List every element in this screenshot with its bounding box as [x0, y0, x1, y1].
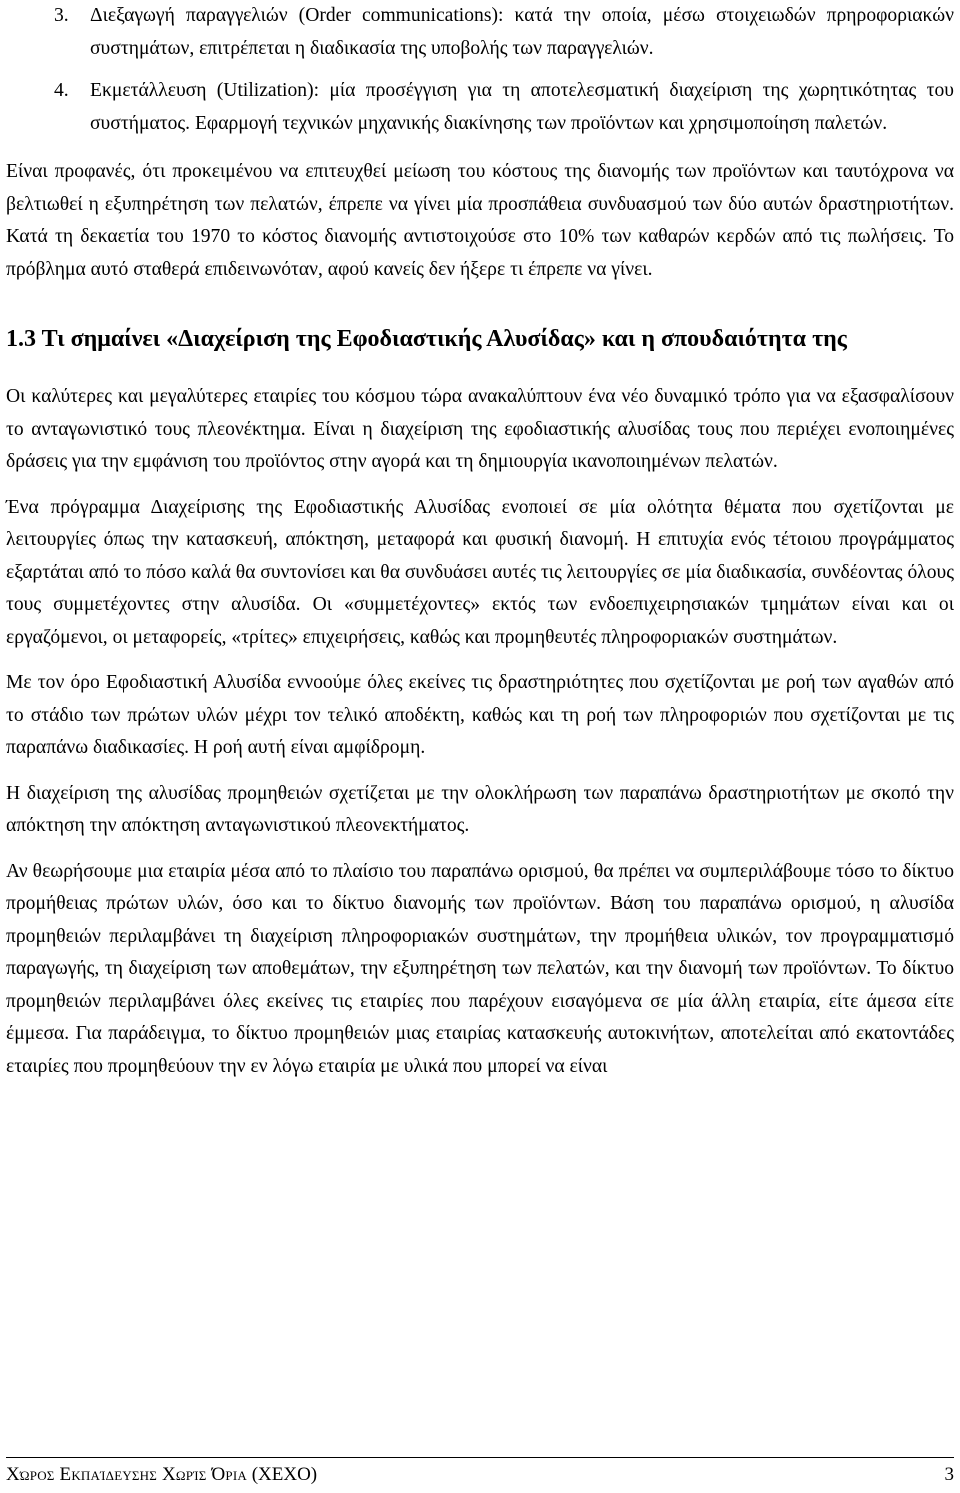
footer-title: Χώρος Εκπαίδευσης Χωρίς Όρια: [6, 1464, 247, 1485]
footer-divider: [6, 1457, 954, 1458]
list-item: [6, 75, 954, 140]
list-item-text: Διεξαγωγή παραγγελιών (Order communications): κατά την οποία, μέσω στοιχειωδών πρηροφοριακών συστημάτων, επιτρέπεται η διαδικασία της υποβολής των παραγγελιών.: [90, 5, 954, 59]
paragraph-distribution-cost: Είναι προφανές, ότι προκειμένου να επιτευχθεί μείωση του κόστους της διανομής των προϊόντων και ταυτόχρονα να βελτιωθεί η εξυπηρέτηση των πελατών, έπρεπε να γίνει μία προσπάθεια συνδυασμού των δύο αυτών δραστηριοτήτων. Κατά τη δεκαετία του 1970 το κόστος διανομής αντιστοιχούσε στο 10% των καθαρών κερδών από τις πωλήσεις. Το πρόβλημα αυτό σταθερά επιδεινωνόταν, αφού κανείς δεν ήξερε τι έπρεπε να γίνει.: [6, 161, 954, 280]
section-heading: 1.3 Τι σημαίνει «Διαχείριση της Εφοδιαστικής Αλυσίδας» και η σπουδαιότητα της: [6, 326, 847, 352]
footer-abbreviation: (ΧΕΧΟ): [251, 1464, 318, 1485]
paragraph-definition: Με τον όρο Εφοδιαστική Αλυσίδα εννοούμε όλες εκείνες τις δραστηριότητες που σχετίζονται με ροή των αγαθών από το στάδιο των πρώτων υλών μέχρι τον τελικό αποδέκτη, καθώς και τη ροή των πληροφοριών που σχετίζονται με τις παραπάνω διαδικασίες. Η ροή αυτή είναι αμφίδρομη.: [6, 672, 954, 758]
paragraph-management: Η διαχείριση της αλυσίδας προμηθειών σχετίζεται με την ολοκλήρωση των παραπάνω δραστηριοτήτων με σκοπό την απόκτηση την απόκτηση ανταγωνιστικού πλεονεκτήματος.: [6, 782, 954, 836]
document-page: [6, 0, 954, 1083]
list-item-number: 4.: [54, 80, 69, 101]
list-item-text: Εκμετάλλευση (Utilization): μία προσέγγιση για τη αποτελεσματική διαχείριση της χωρητικότητας του συστήματος. Εφαρμογή τεχνικών μηχανικής διακίνησης των προϊόντων και χρησιμοποίηση παλετών.: [90, 80, 954, 134]
paragraph-companies: Οι καλύτερες και μεγαλύτερες εταιρίες του κόσμου τώρα ανακαλύπτουν ένα νέο δυναμικό τρόπο για να εξασφαλίσουν το ανταγωνιστικό τους πλεονέκτημα. Είναι η διαχείριση της εφοδιαστικής αλυσίδας τους που περιέχει ενοποιημένες δράσεις για την εμφάνιση του προϊόντος στην αγορά και τη δημιουργία ικανοποιημένων πελατών.: [6, 386, 954, 472]
list-item: [6, 0, 954, 65]
numbered-list: [6, 0, 954, 140]
footer-label: [6, 1462, 317, 1488]
page-footer: [6, 1462, 954, 1488]
paragraph-program: Ένα πρόγραμμα Διαχείρισης της Εφοδιαστικής Αλυσίδας ενοποιεί σε μία ολότητα θέματα που σχετίζονται με λειτουργίες όπως την κατασκευή, απόκτηση, μεταφορά και φυσική διανομή. Η επιτυχία ενός τέτοιου προγράμματος εξαρτάται από το πόσο καλά θα συντονίσει και θα συνδυάσει αυτές τις λειτουργίες σε μία διαδικασία, συνδέοντας όλους τους συμμετέχοντες στην αλυσίδα. Οι «συμμετέχοντες» εκτός των ενδοεπιχειρησιακών τμημάτων είναι και οι εργαζόμενοι, οι μεταφορείς, «τρίτες» επιχειρήσεις, καθώς και προμηθευτές πληροφοριακών συστημάτων.: [6, 496, 954, 648]
paragraph-network: Αν θεωρήσουμε μια εταιρία μέσα από το πλαίσιο του παραπάνω ορισμού, θα πρέπει να συμπεριλάβουμε τόσο το δίκτυο προμήθειας πρώτων υλών, όσο και το δίκτυο διανομής των προϊόντων. Βάση του παραπάνω ορισμού, η αλυσίδα προμηθειών περιλαμβάνει τη διαχείριση πληροφοριακών συστημάτων, την προμήθεια υλικών, τον προγραμματισμό παραγωγής, τη διαχείριση των αποθεμάτων, την εξυπηρέτηση των πελατών, και την διανομή των προϊόντων. Το δίκτυο προμηθειών περιλαμβάνει όλες εκείνες τις εταιρίες που παρέχουν εισαγόμενα σε μία άλλη εταιρία, είτε άμεσα είτε έμμεσα. Για παράδειγμα, το δίκτυο προμηθειών μιας εταιρίας κατασκευής αυτοκινήτων, αποτελείται από εκατοντάδες εταιρίες που προμηθεύουν την εν λόγω εταιρία με υλικά που μπορεί να είναι: [6, 860, 954, 1077]
page-number: 3: [944, 1464, 954, 1485]
list-item-number: 3.: [54, 5, 69, 26]
